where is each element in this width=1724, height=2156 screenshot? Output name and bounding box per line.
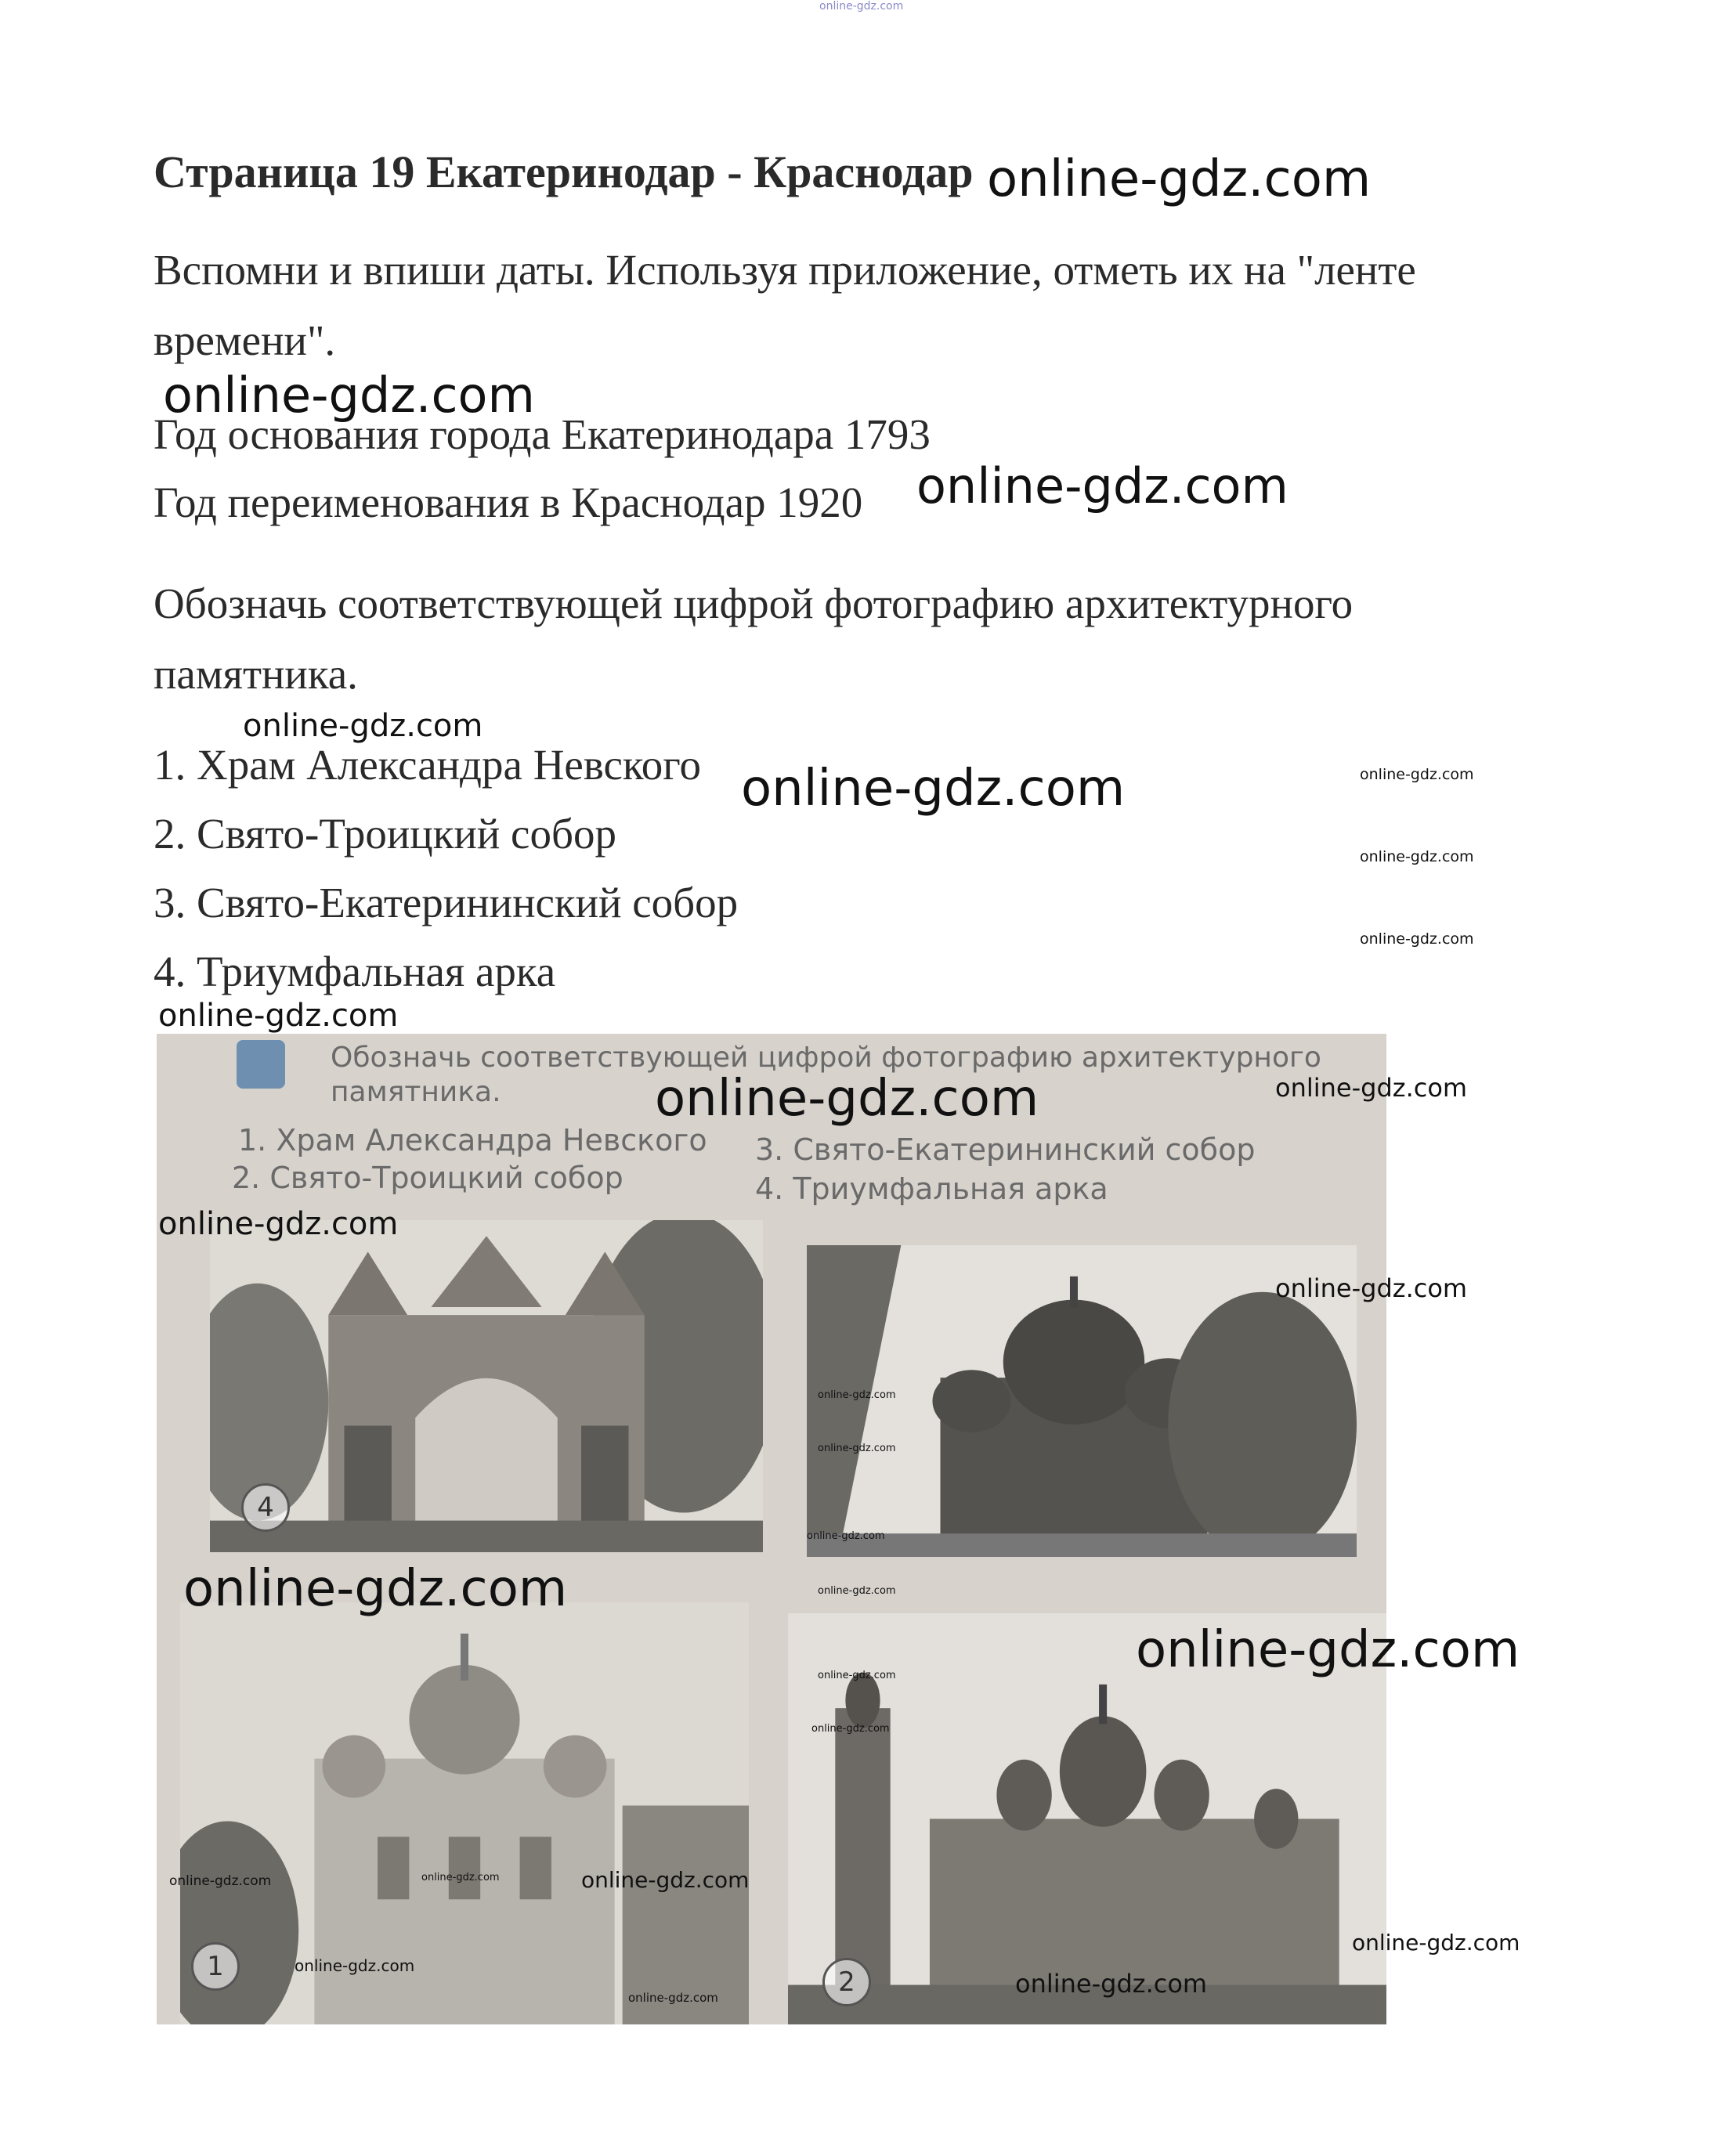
watermark: online-gdz.com [987, 150, 1372, 208]
watermark: online-gdz.com [741, 760, 1126, 818]
cathedral-photo [180, 1602, 749, 2024]
watermark: online-gdz.com [1275, 1073, 1468, 1103]
photo-heading-line-1: Обозначь соответствующей цифрой фотографию архитектурного [331, 1042, 1321, 1074]
watermark: online-gdz.com [295, 1956, 415, 1975]
number-badge: 4 [241, 1483, 290, 1532]
watermark-top: online-gdz.com [819, 0, 904, 13]
watermark: online-gdz.com [1136, 1621, 1520, 1679]
watermark: online-gdz.com [421, 1872, 500, 1883]
list-item: 3. Свято-Екатерининский собор [154, 879, 739, 926]
watermark: online-gdz.com [158, 1206, 399, 1242]
page-title: Страница 19 Екатеринодар - Краснодар [154, 146, 974, 197]
watermark: online-gdz.com [1360, 930, 1474, 948]
task-2-line-2: памятника. [154, 650, 358, 698]
list-item: 2. Свято-Троицкий собор [154, 810, 616, 858]
renaming-date: Год переименования в Краснодар 1920 [154, 479, 863, 526]
task-1-line-2: времени". [154, 316, 336, 364]
photo-list-item: 3. Свято-Екатерининский собор [755, 1132, 1256, 1167]
watermark: online-gdz.com [581, 1867, 750, 1893]
task-1-line-1: Вспомни и впиши даты. Используя приложение, отметь их на "ленте [154, 246, 1416, 294]
arch-photo [210, 1220, 763, 1552]
photo-list-item: 4. Триумфальная арка [755, 1172, 1108, 1206]
watermark: online-gdz.com [1360, 766, 1474, 783]
watermark: online-gdz.com [1352, 1930, 1520, 1956]
list-item: 1. Храм Александра Невского [154, 741, 701, 789]
watermark: online-gdz.com [818, 1389, 896, 1401]
watermark: online-gdz.com [818, 1443, 896, 1454]
photo-list-item: 2. Свято-Троицкий собор [232, 1161, 623, 1195]
number-badge: 1 [191, 1942, 240, 1991]
watermark: online-gdz.com [163, 367, 535, 424]
watermark: online-gdz.com [1015, 1969, 1208, 1999]
watermark: online-gdz.com [1275, 1273, 1468, 1303]
watermark: online-gdz.com [655, 1070, 1039, 1128]
watermark: online-gdz.com [807, 1530, 885, 1542]
task-2-line-1: Обозначь соответствующей цифрой фотографию архитектурного [154, 580, 1354, 627]
watermark: online-gdz.com [243, 708, 483, 744]
pencil-icon [237, 1040, 285, 1089]
watermark: online-gdz.com [818, 1585, 896, 1597]
photo-heading-line-2: памятника. [331, 1076, 501, 1108]
textbook-photo [157, 1034, 1386, 2024]
watermark: online-gdz.com [1360, 848, 1474, 865]
watermark: online-gdz.com [916, 457, 1288, 515]
number-badge: 2 [822, 1958, 871, 2006]
watermark: online-gdz.com [628, 1991, 718, 2005]
watermark: online-gdz.com [158, 998, 399, 1034]
watermark: online-gdz.com [811, 1723, 890, 1735]
watermark: online-gdz.com [183, 1560, 568, 1618]
photo-list-item: 1. Храм Александра Невского [238, 1123, 707, 1157]
cathedral-photo [807, 1245, 1357, 1557]
watermark: online-gdz.com [818, 1670, 896, 1681]
founding-date: Год основания города Екатеринодара 1793 [154, 410, 931, 458]
list-item: 4. Триумфальная арка [154, 948, 556, 995]
watermark: online-gdz.com [169, 1873, 272, 1889]
